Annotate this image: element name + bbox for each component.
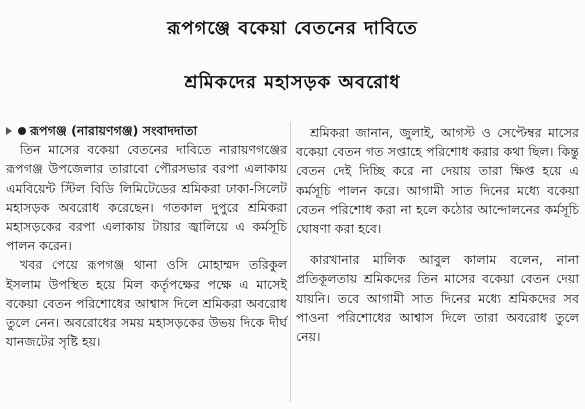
dateline-text: রূপগঞ্জ (নারায়ণগঞ্জ) সংবাদদাতা — [30, 123, 198, 138]
paragraph: শ্রমিকরা জানান, জুলাই, আগস্ট ও সেপ্টেম্বর মাসের বকেয়া বেতন গত সপ্তাহে পরিশোধ করার কথা ছিল। কিন্তু বেতন দেই দিচ্ছি করে না দেয়ায় তারা ক্ষিপ্ত হয়ে এ কর্মসূচি পালন করে। আগামী সাত দিনের মধ্যে বকেয়া বেতন পরিশোধ করা না হলে কঠোর আন্দোলনের কর্মসূচি ঘোষণা করা হবে। — [296, 125, 579, 237]
headline-line-1: রূপগঞ্জে বকেয়া বেতনের দাবিতে — [167, 18, 418, 39]
paragraph: কারখানার মালিক আবুল কালাম বলেন, নানা প্রতিকূলতায় শ্রমিকদের তিন মাসের বকেয়া বেতন দেয়া যায়নি। তবে আগামী সাত দিনের মধ্যে শ্রমিকদের সব পাওনা পরিশোধের আশ্বাস দিলে তারা অবরোধ তুলে নেয়। — [296, 252, 579, 345]
headline-line-2: শ্রমিকদের মহাসড়ক অবরোধ — [184, 72, 401, 93]
dateline — [6, 121, 287, 140]
column-divider — [290, 122, 291, 402]
dateline-bullet-icon — [18, 127, 26, 135]
right-body — [296, 123, 579, 346]
paragraph: তিন মাসের বকেয়া বেতনের দাবিতে নারায়ণগঞ্জের রূপগঞ্জ উপজেলার তারাবো পৌরসভার বরপা এলাকায় এমবিয়েন্ট স্টিল বিডি লিমিটেডের শ্রমিকরা ঢাকা-সিলেট মহাসড়ক অবরোধ করেছেন। গতকাল দুপুরে শ্রমিকরা মহাসড়কের বরপা এলাকায় টায়ার জ্বালিয়ে এ কর্মসূচি পালন করেন। — [6, 142, 287, 254]
dateline-arrow-icon — [6, 127, 12, 135]
article-left-column — [6, 121, 287, 351]
article-right-column — [296, 123, 579, 346]
left-body — [6, 140, 287, 351]
paragraph-gap — [296, 238, 579, 250]
paragraph: খবর পেয়ে রূপগঞ্জ থানা ওসি মোহাম্মদ তরিকুল ইসলাম উপস্থিত হয়ে মিল কর্তৃপক্ষের পক্ষে এ মাসেই বকেয়া বেতন পরিশোধের আশ্বাস দিলে শ্রমিকরা অবরোধ তুলে নেন। অবরোধের সময় মহাসড়কের উভয় দিকে দীর্ঘ যানজটের সৃষ্টি হয়। — [6, 257, 287, 350]
